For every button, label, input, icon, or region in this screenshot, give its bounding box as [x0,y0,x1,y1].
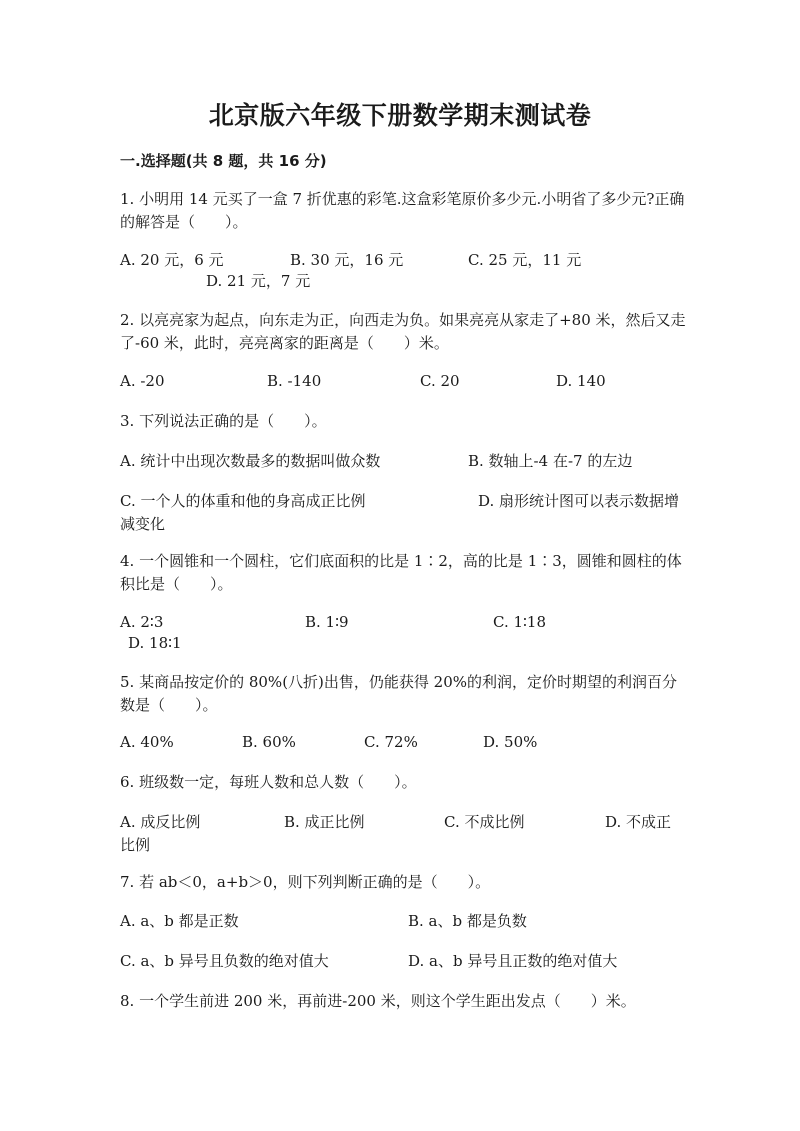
q6-option-c: C. 不成比例 [444,813,525,831]
q5-option-d: D. 50% [483,733,538,751]
question-7: 7. 若 ab＜0，a+b＞0，则下列判断正确的是（ ）。 [120,873,491,891]
q3-option-b: B. 数轴上-4 在-7 的左边 [468,452,633,470]
q4-option-d: D. 18∶1 [128,634,182,652]
page-title: 北京版六年级下册数学期末测试卷 [208,101,592,130]
q1-option-b: B. 30 元，16 元 [290,251,404,269]
q4-option-c: C. 1∶18 [493,613,547,631]
q2-option-a: A. -20 [120,372,165,390]
question-5: 5. 某商品按定价的 80%(八折)出售，仍能获得 20%的利润，定价时期望的利润百分数是（ ）。 [120,673,678,714]
question-2: 2. 以亮亮家为起点，向东走为正，向西走为负。如果亮亮从家走了+80 米，然后又走了-60 米，此时，亮亮离家的距离是（ ）米。 [120,311,686,352]
q1-option-c: C. 25 元，11 元 [468,251,582,269]
q2-option-c: C. 20 [420,372,460,390]
q2-option-b: B. -140 [267,372,322,390]
q1-option-a: A. 20 元，6 元 [120,251,224,269]
q6-option-d: D. 不成正比例 [120,813,672,854]
question-4: 4. 一个圆锥和一个圆柱，它们底面积的比是 1∶2，高的比是 1∶3，圆锥和圆柱的体积比是（ ）。 [120,552,682,593]
question-1: 1. 小明用 14 元买了一盒 7 折优惠的彩笔.这盒彩笔原价多少元.小明省了多少元?正确的解答是（ ）。 [120,190,685,231]
q4-option-b: B. 1∶9 [305,613,349,631]
q3-option-d: D. 扇形统计图可以表示数据增减变化 [120,492,680,533]
question-6: 6. 班级数一定，每班人数和总人数（ ）。 [120,773,417,791]
q6-option-a: A. 成反比例 [120,813,201,831]
q5-option-c: C. 72% [364,733,418,751]
q3-option-a: A. 统计中出现次数最多的数据叫做众数 [120,452,381,470]
q5-option-b: B. 60% [242,733,296,751]
q1-option-d: D. 21 元，7 元 [206,272,311,290]
section-heading: 一.选择题(共 8 题，共 16 分) [120,152,327,170]
q7-option-c: C. a、b 异号且负数的绝对值大 [120,952,329,970]
q7-option-d: D. a、b 异号且正数的绝对值大 [408,952,618,970]
q3-option-c: C. 一个人的体重和他的身高成正比例 [120,492,366,510]
q6-option-b: B. 成正比例 [284,813,365,831]
q5-option-a: A. 40% [120,733,174,751]
q4-option-a: A. 2∶3 [120,613,164,631]
q2-option-d: D. 140 [556,372,606,390]
q7-option-b: B. a、b 都是负数 [408,912,527,930]
q7-option-a: A. a、b 都是正数 [120,912,239,930]
question-3: 3. 下列说法正确的是（ ）。 [120,412,327,430]
question-8: 8. 一个学生前进 200 米，再前进-200 米，则这个学生距出发点（ ）米。 [120,992,636,1010]
